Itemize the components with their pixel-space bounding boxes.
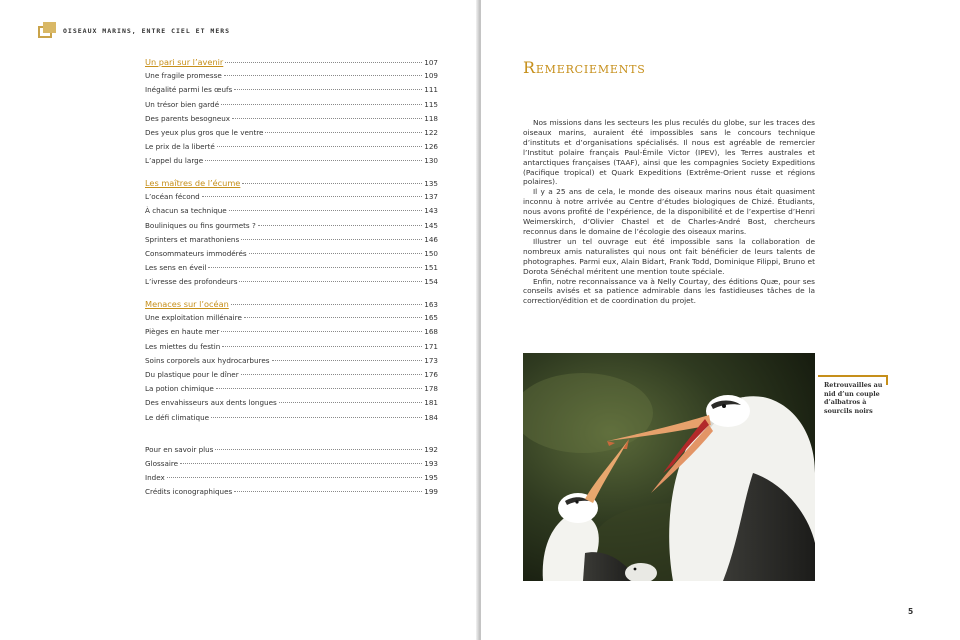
toc-leader-dots xyxy=(249,253,423,254)
toc-entry xyxy=(145,327,438,341)
paragraph: Enfin, notre reconnaissance va à Nelly Courtay, des éditions Quæ, pour ses conseils avisés et sa patience admirable dans les fastidieuses tâches de la correction/édition et de coordination du projet. xyxy=(523,276,815,306)
toc-entry-title: Pièges en haute mer xyxy=(145,327,220,337)
toc-entry-title: Une fragile promesse xyxy=(145,71,222,81)
toc-page-number: 171 xyxy=(424,341,438,351)
toc-page-number: 168 xyxy=(424,327,438,337)
toc-entry xyxy=(145,473,438,487)
toc-section-heading xyxy=(145,299,438,313)
toc-page-number: 115 xyxy=(424,99,438,109)
toc-leader-dots xyxy=(272,360,423,361)
toc-entry xyxy=(145,156,438,170)
toc-page-number: 118 xyxy=(424,113,438,123)
toc-entry-title: Un trésor bien gardé xyxy=(145,99,220,109)
toc-page-number: 173 xyxy=(424,355,438,365)
toc-entry-title: Inégalité parmi les œufs xyxy=(145,85,233,95)
toc-entry-title: Des parents besogneux xyxy=(145,113,231,123)
toc-leader-dots xyxy=(217,146,423,147)
toc-entry-title: La potion chimique xyxy=(145,384,214,394)
acknowledgements-text xyxy=(523,118,815,306)
toc-entry-title: Pour en savoir plus xyxy=(145,444,214,454)
toc-page-number: 151 xyxy=(424,263,438,273)
toc-page-number: 126 xyxy=(424,142,438,152)
toc-leader-dots xyxy=(208,267,422,268)
toc-page-number: 122 xyxy=(424,127,438,137)
toc-page-number: 135 xyxy=(424,179,438,188)
toc-entry xyxy=(145,459,438,473)
toc-entry-title: Les sens en éveil xyxy=(145,263,207,273)
toc-entry xyxy=(145,356,438,370)
page-number: 5 xyxy=(908,607,914,616)
toc-leader-dots xyxy=(221,331,422,332)
toc-leader-dots xyxy=(234,491,422,492)
toc-entry xyxy=(145,384,438,398)
toc-entry-title: Les miettes du festin xyxy=(145,341,221,351)
toc-entry xyxy=(145,413,438,427)
toc-page-number: 195 xyxy=(424,473,438,483)
table-of-contents xyxy=(145,57,438,501)
toc-entry-title: À chacun sa technique xyxy=(145,206,227,216)
toc-leader-dots xyxy=(239,281,422,282)
toc-page-number: 111 xyxy=(424,85,438,95)
albatross-illustration xyxy=(523,353,815,581)
toc-entry-title: Du plastique pour le dîner xyxy=(145,369,239,379)
toc-entry-title: Un pari sur l’avenir xyxy=(145,57,224,67)
toc-leader-dots xyxy=(216,388,423,389)
toc-entry-title: Index xyxy=(145,473,165,483)
toc-page-number: 143 xyxy=(424,206,438,216)
toc-leader-dots xyxy=(205,160,422,161)
toc-entry xyxy=(145,370,438,384)
toc-leader-dots xyxy=(231,304,423,305)
toc-entry xyxy=(145,487,438,501)
toc-entry-title: L’ivresse des profondeurs xyxy=(145,277,238,287)
toc-page-number: 181 xyxy=(424,398,438,408)
toc-leader-dots xyxy=(244,317,422,318)
toc-page-number: 193 xyxy=(424,458,438,468)
toc-leader-dots xyxy=(241,374,423,375)
toc-entry-title: Les maîtres de l’écume xyxy=(145,178,241,188)
toc-entry xyxy=(145,313,438,327)
toc-entry-title: Consommateurs immodérés xyxy=(145,248,247,258)
toc-leader-dots xyxy=(265,132,422,133)
toc-entry xyxy=(145,398,438,412)
paragraph: Il y a 25 ans de cela, le monde des oiseaux marins nous était quasiment inconnu à notre arrivée au Centre d’études biologiques de Chizé. Étudiants, nous avons profité de l’expérience, de la disponibilité et de l’expertise d’Henri Weimerskirch, d’Olivier Chastel et de Charles-André Bost, chercheurs reconnus dans le domaine de l’écologie des oiseaux marins. xyxy=(523,187,815,236)
toc-page-number: 199 xyxy=(424,487,438,497)
toc-page-number: 146 xyxy=(424,234,438,244)
toc-page-number: 145 xyxy=(424,220,438,230)
toc-section-heading xyxy=(145,57,438,71)
toc-entry xyxy=(145,142,438,156)
toc-leader-dots xyxy=(241,239,422,240)
toc-entry-title: Des yeux plus gros que le ventre xyxy=(145,127,264,137)
caption-rule xyxy=(818,375,886,377)
toc-page-number: 176 xyxy=(424,369,438,379)
toc-entry xyxy=(145,114,438,128)
toc-entry xyxy=(145,128,438,142)
toc-entry-title: Le défi climatique xyxy=(145,412,210,422)
toc-leader-dots xyxy=(202,196,423,197)
page-title: Remerciements xyxy=(523,58,646,77)
toc-entry xyxy=(145,263,438,277)
toc-leader-dots xyxy=(234,89,422,90)
toc-page-number: 165 xyxy=(424,313,438,323)
toc-page-number: 184 xyxy=(424,412,438,422)
toc-page-number: 109 xyxy=(424,71,438,81)
book-logo-icon xyxy=(38,22,58,40)
toc-leader-dots xyxy=(258,225,423,226)
toc-page-number: 163 xyxy=(424,300,438,309)
toc-leader-dots xyxy=(224,75,423,76)
toc-entry-title: Glossaire xyxy=(145,458,179,468)
toc-page-number: 154 xyxy=(424,277,438,287)
running-header xyxy=(38,22,230,40)
toc-page-number: 107 xyxy=(424,58,438,67)
toc-leader-dots xyxy=(167,477,422,478)
paragraph: Illustrer un tel ouvrage eut été impossible sans la collaboration de nombreux amis naturalistes qui nous ont fait bénéficier de leurs talents de photographes. Parmi eux, Alain Bidart, Frank Todd, Dominique Filippi, Bruno et Dorota Sénéchal méritent une mention toute spéciale. xyxy=(523,236,815,276)
toc-entry-title: Crédits iconographiques xyxy=(145,487,233,497)
toc-entry xyxy=(145,100,438,114)
toc-entry xyxy=(145,235,438,249)
toc-section-heading xyxy=(145,178,438,192)
toc-page-number: 130 xyxy=(424,156,438,166)
toc-leader-dots xyxy=(229,210,423,211)
toc-page-number: 150 xyxy=(424,248,438,258)
toc-entry xyxy=(145,221,438,235)
toc-entry-title: L’océan fécond xyxy=(145,192,200,202)
toc-entry-title: Une exploitation millénaire xyxy=(145,313,242,323)
toc-entry-title: Soins corporels aux hydrocarbures xyxy=(145,355,270,365)
toc-leader-dots xyxy=(221,104,422,105)
toc-entry xyxy=(145,277,438,291)
toc-entry xyxy=(145,192,438,206)
running-header-text: OISEAUX MARINS, ENTRE CIEL ET MERS xyxy=(63,27,231,35)
toc-entry xyxy=(145,85,438,99)
toc-page-number: 178 xyxy=(424,384,438,394)
toc-leader-dots xyxy=(215,449,422,450)
toc-leader-dots xyxy=(225,62,422,63)
toc-entry-title: Des envahisseurs aux dents longues xyxy=(145,398,277,408)
paragraph: Nos missions dans les secteurs les plus reculés du globe, sur les traces des oiseaux marins, auraient été impossibles sans le concours technique d’instituts et d’organisations spécialisés. Il nous est agréable de remercier l’Institut polaire français Paul-Émile Victor (IPEV), les Terres australes et antarctiques françaises (TAAF), ainsi que les compagnies Society Expeditions (Pacifique tropical) et Quark Expeditions (Extrême-Orient russe et régions polaires). xyxy=(523,118,815,187)
toc-entry xyxy=(145,206,438,220)
toc-leader-dots xyxy=(242,183,422,184)
toc-entry xyxy=(145,342,438,356)
photo-caption: Retrouvailles au nid d’un couple d’albatros à sourcils noirs xyxy=(824,381,883,415)
toc-leader-dots xyxy=(232,118,422,119)
toc-page-number: 137 xyxy=(424,192,438,202)
toc-leader-dots xyxy=(180,463,422,464)
albatross-photo xyxy=(523,353,815,581)
toc-leader-dots xyxy=(222,346,422,347)
toc-entry xyxy=(145,249,438,263)
toc-entry-title: Sprinters et marathoniens xyxy=(145,234,240,244)
toc-leader-dots xyxy=(211,417,422,418)
toc-entry xyxy=(145,71,438,85)
toc-entry-title: Menaces sur l’océan xyxy=(145,299,229,309)
toc-page-number: 192 xyxy=(424,444,438,454)
toc-entry-title: Bouliniques ou fins gourmets ? xyxy=(145,220,256,230)
toc-leader-dots xyxy=(279,402,423,403)
left-page xyxy=(0,0,479,640)
toc-entry xyxy=(145,445,438,459)
toc-entry-title: Le prix de la liberté xyxy=(145,142,215,152)
toc-entry-title: L’appel du large xyxy=(145,156,204,166)
